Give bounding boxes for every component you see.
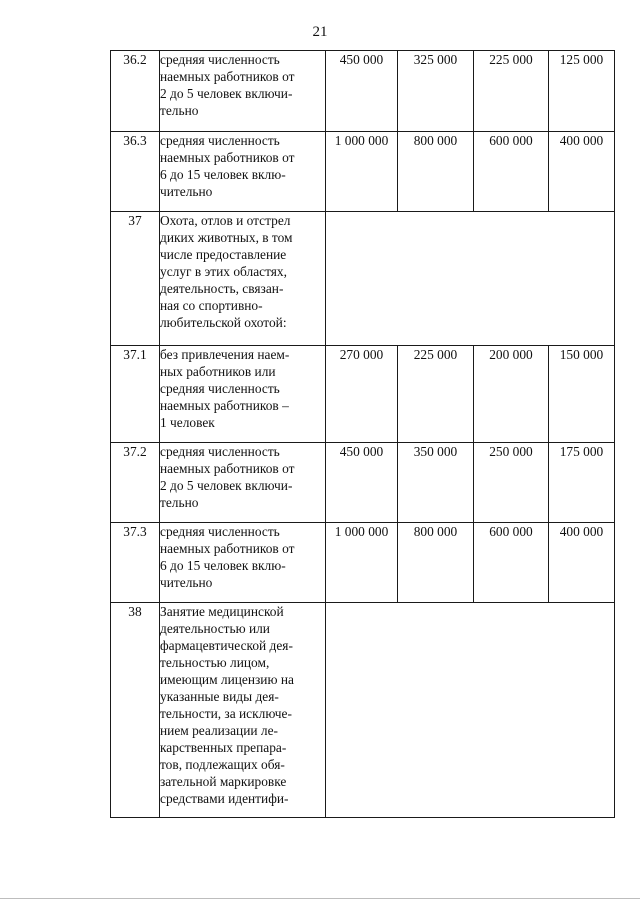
table-row — [111, 523, 615, 603]
row-number: 36.2 — [111, 51, 160, 132]
tariff-table — [110, 50, 615, 818]
row-description: без привлечения наем- ных работников или средняя численность наемных работников – 1 человек — [160, 346, 326, 443]
value-cell: 400 000 — [549, 132, 615, 212]
row-description: средняя численность наемных работников от 6 до 15 человек вклю- чительно — [160, 132, 326, 212]
row-number: 37.2 — [111, 443, 160, 523]
value-cell: 125 000 — [549, 51, 615, 132]
value-cell: 800 000 — [398, 132, 474, 212]
table-row — [111, 443, 615, 523]
row-number: 36.3 — [111, 132, 160, 212]
merged-empty-cell — [326, 603, 615, 818]
table-row — [111, 212, 615, 346]
row-description: Охота, отлов и отстрел диких животных, в том числе предоставление услуг в этих областях, деятельность, связан- ная со спортивно- любительской охотой: — [160, 212, 326, 346]
bottom-divider — [0, 898, 640, 899]
table-row — [111, 132, 615, 212]
page-number: 21 — [312, 24, 328, 40]
value-cell: 200 000 — [474, 346, 549, 443]
value-cell: 450 000 — [326, 443, 398, 523]
value-cell: 1 000 000 — [326, 132, 398, 212]
value-cell: 600 000 — [474, 132, 549, 212]
table-row — [111, 603, 615, 818]
value-cell: 800 000 — [398, 523, 474, 603]
value-cell: 175 000 — [549, 443, 615, 523]
row-description: средняя численность наемных работников от 2 до 5 человек включи- тельно — [160, 443, 326, 523]
table-row — [111, 51, 615, 132]
row-number: 37 — [111, 212, 160, 346]
value-cell: 225 000 — [398, 346, 474, 443]
row-description: Занятие медицинской деятельностью или фармацевтической дея- тельностью лицом, имеющим лицензию на указанные виды дея- тельности, за исключе- нием реализации ле- карственных препара- тов, подлежащих обя- зательной маркировке средствами идентифи- — [160, 603, 326, 818]
value-cell: 350 000 — [398, 443, 474, 523]
merged-empty-cell — [326, 212, 615, 346]
value-cell: 225 000 — [474, 51, 549, 132]
value-cell: 1 000 000 — [326, 523, 398, 603]
value-cell: 325 000 — [398, 51, 474, 132]
row-number: 37.1 — [111, 346, 160, 443]
value-cell: 150 000 — [549, 346, 615, 443]
row-description: средняя численность наемных работников от 6 до 15 человек вклю- чительно — [160, 523, 326, 603]
value-cell: 250 000 — [474, 443, 549, 523]
row-number: 37.3 — [111, 523, 160, 603]
row-description: средняя численность наемных работников от 2 до 5 человек включи- тельно — [160, 51, 326, 132]
row-number: 38 — [111, 603, 160, 818]
value-cell: 600 000 — [474, 523, 549, 603]
value-cell: 450 000 — [326, 51, 398, 132]
value-cell: 270 000 — [326, 346, 398, 443]
table-row — [111, 346, 615, 443]
value-cell: 400 000 — [549, 523, 615, 603]
